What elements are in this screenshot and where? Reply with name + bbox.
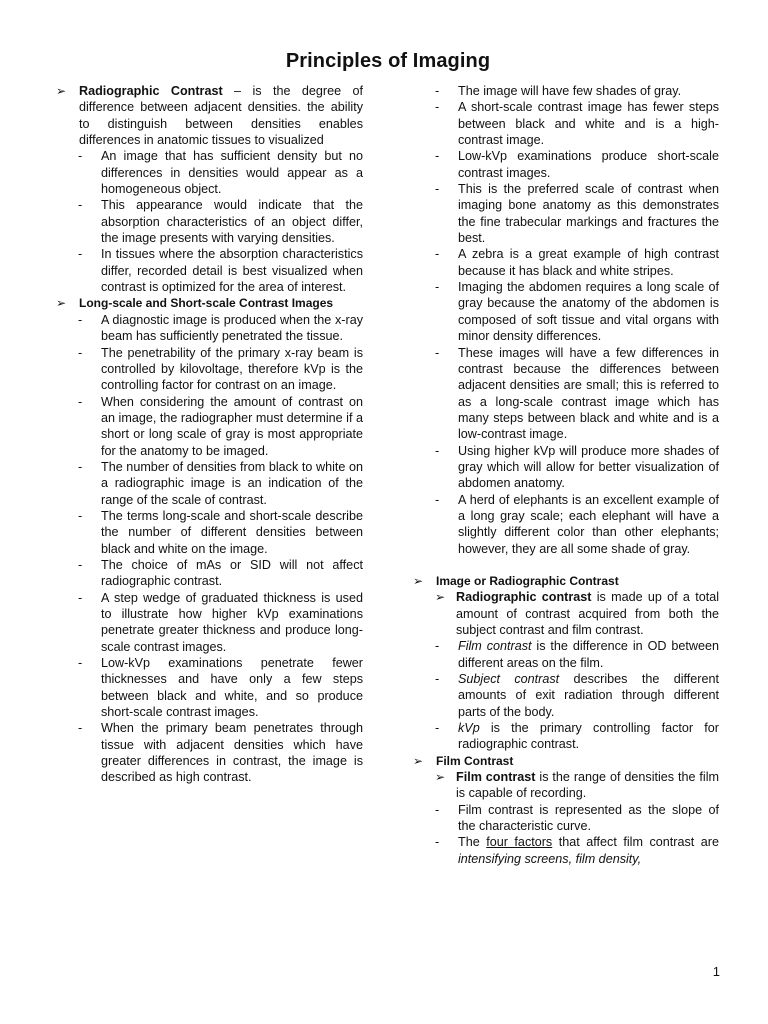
list-item-text: Low-kVp examinations penetrate fewer thicknesses and have only a few steps between black and white, and so produce short-scale contrast images.: [101, 656, 363, 720]
dash-bullet: -: [78, 656, 83, 671]
list-item: [56, 590, 363, 655]
term-film-contrast: Film contrast: [456, 770, 536, 785]
dash-bullet: -: [435, 149, 440, 164]
radiographic-contrast-definition: [79, 83, 363, 148]
dash-bullet: -: [78, 149, 83, 164]
list-item-text: Film contrast is represented as the slope of the characteristic curve.: [458, 802, 719, 834]
list-item: [413, 99, 719, 148]
list-item: [413, 802, 719, 835]
spacer: [413, 557, 719, 573]
list-item-text: Low-kVp examinations produce short-scale contrast images.: [458, 149, 719, 180]
dash-bullet: -: [78, 721, 83, 736]
dash-bullet: -: [435, 443, 440, 458]
right-column: [413, 83, 719, 867]
section-heading: Film Contrast: [436, 753, 514, 768]
list-item: [413, 769, 719, 802]
arrow-bullet-icon: ➢: [413, 573, 424, 588]
list-item: [56, 148, 363, 197]
dash-bullet: -: [435, 721, 440, 736]
underlined-term: four factors: [486, 835, 553, 850]
italic-factors: intensifying screens, film density,: [458, 851, 642, 866]
list-item: [56, 459, 363, 508]
dash-bullet: -: [78, 247, 83, 262]
section-image-contrast: [413, 573, 719, 589]
list-item: [413, 638, 719, 671]
list-item-text: Imaging the abdomen requires a long scale of gray because the anatomy of the abdomen is composed of soft tissue and vital organs with minor density differences.: [458, 280, 719, 344]
section-heading: Image or Radiographic Contrast: [436, 573, 619, 588]
list-item-text: The image will have few shades of gray.: [458, 84, 682, 98]
list-item-text: In tissues where the absorption characteristics differ, recorded detail is best visualized when contrast is optimized for the area of interest.: [101, 247, 363, 295]
left-column: [56, 83, 363, 786]
list-item: [413, 443, 719, 492]
dash-bullet: -: [435, 835, 440, 850]
list-item-text: The number of densities from black to white on a radiographic image is an indication of the range of the scale of contrast.: [101, 459, 363, 507]
list-item: [56, 720, 363, 785]
list-item-text: A zebra is a great example of high contrast because it has black and white stripes.: [458, 247, 719, 278]
dash-bullet: -: [78, 508, 83, 523]
definition-text: is made up of a total amount of contrast acquired from both the subject contrast and film contrast.: [456, 590, 719, 637]
list-item: [56, 197, 363, 246]
arrow-bullet-icon: ➢: [435, 590, 446, 605]
list-item-text: [458, 671, 719, 720]
list-item: [56, 246, 363, 295]
list-item-text: The penetrability of the primary x-ray beam is controlled by kilovoltage, therefore kVp is the controlling factor for contrast on an image.: [101, 345, 363, 393]
list-item-text: This appearance would indicate that the absorption characteristics of an object differ, the image presents with varying densities.: [101, 198, 363, 246]
list-item: [56, 312, 363, 345]
list-item: [56, 557, 363, 590]
section-long-short-scale: [56, 295, 363, 311]
dash-bullet: -: [78, 459, 83, 474]
list-item-text: This is the preferred scale of contrast when imaging bone anatomy as this demonstrates the fine trabecular markings and fractures the best.: [458, 182, 719, 246]
section-heading: Long-scale and Short-scale Contrast Images: [79, 296, 334, 311]
list-item: [413, 279, 719, 344]
list-item: [56, 508, 363, 557]
page-title: Principles of Imaging: [285, 50, 491, 72]
list-item: [413, 148, 719, 181]
list-item: [413, 720, 719, 753]
dash-bullet: -: [435, 100, 440, 115]
dash-bullet: -: [78, 394, 83, 409]
term-kvp: kVp: [458, 721, 480, 736]
list-item-text: [458, 834, 719, 867]
definition-text: is the primary controlling factor for radiographic contrast.: [458, 721, 719, 752]
list-item-text: The choice of mAs or SID will not affect radiographic contrast.: [101, 557, 363, 589]
dash-bullet: -: [435, 492, 440, 507]
list-item-text: A short-scale contrast image has fewer steps between black and white and is a high-contrast image.: [458, 100, 719, 148]
list-item-text: [456, 769, 719, 802]
section-radiographic-contrast: [56, 83, 363, 148]
list-item: [413, 671, 719, 720]
list-item: [56, 345, 363, 394]
list-item-text: An image that has sufficient density but no differences in densities would appear as a homogeneous object.: [101, 149, 363, 197]
dash-bullet: -: [435, 345, 440, 360]
list-item: [56, 394, 363, 459]
arrow-bullet-icon: ➢: [56, 296, 67, 311]
definition-text: describes the different amounts of exit radiation through different parts of the body.: [458, 672, 719, 719]
dash-bullet: -: [435, 802, 440, 817]
term-subject-contrast: Subject contrast: [458, 672, 560, 687]
list-item: [56, 655, 363, 720]
list-item: [413, 834, 719, 867]
section-film-contrast: [413, 753, 719, 769]
list-item: [413, 181, 719, 246]
list-item-text: The terms long-scale and short-scale describe the number of different densities between black and white on the image.: [101, 508, 363, 556]
list-item-text: A herd of elephants is an excellent example of a long gray scale; each elephant will have a slightly different color than other elephants; however, they are all some shade of gray.: [458, 492, 719, 556]
page-number: 1: [712, 964, 720, 979]
list-item: [413, 492, 719, 557]
arrow-bullet-icon: ➢: [413, 753, 424, 768]
definition-text: – is the degree of difference between adjacent densities. the ability to distinguish between densities enables differences in anatomic tissues to visualized: [79, 84, 363, 148]
list-item: [413, 589, 719, 638]
definition-text: is the range of densities the film is capable of recording.: [456, 770, 720, 801]
list-item-text: [456, 589, 719, 638]
list-item-text: When considering the amount of contrast on an image, the radiographer must determine if a short or long scale of gray is most appropriate for the anatomy to be imaged.: [101, 394, 363, 458]
dash-bullet: -: [435, 247, 440, 262]
list-item-text: Using higher kVp will produce more shades of gray which will allow for better visualization of abdomen anatomy.: [458, 443, 719, 491]
definition-text: is the difference in OD between different areas on the film.: [458, 639, 719, 670]
term-radiographic-contrast: Radiographic Contrast: [79, 84, 223, 98]
list-item: [413, 83, 719, 99]
text-part: that affect film contrast are: [552, 835, 719, 850]
dash-bullet: -: [78, 198, 83, 213]
list-item: [413, 246, 719, 279]
dash-bullet: -: [435, 182, 440, 197]
term-radiographic-contrast: Radiographic contrast: [456, 590, 592, 605]
dash-bullet: -: [78, 345, 83, 360]
list-item-text: A step wedge of graduated thickness is used to illustrate how higher kVp examinations penetrate greater thickness and produce long-scale contrast images.: [101, 590, 363, 654]
list-item-text: When the primary beam penetrates through tissue with adjacent densities which have greater differences in contrast, the image is described as high contrast.: [101, 721, 363, 785]
list-item-text: [458, 720, 719, 753]
dash-bullet: -: [78, 590, 83, 605]
arrow-bullet-icon: ➢: [435, 770, 446, 785]
term-film-contrast: Film contrast: [458, 639, 532, 654]
dash-bullet: -: [435, 639, 440, 654]
dash-bullet: -: [78, 312, 83, 327]
dash-bullet: -: [435, 280, 440, 295]
list-item: [413, 345, 719, 443]
dash-bullet: -: [78, 557, 83, 572]
list-item-text: These images will have a few differences in contrast because the differences between adjacent densities are small; this is referred to as a long-scale contrast image which has many steps between black and white and is a low-contrast image.: [458, 345, 719, 442]
arrow-bullet-icon: ➢: [56, 84, 67, 98]
list-item-text: [458, 638, 719, 671]
dash-bullet: -: [435, 672, 440, 687]
text-part: The: [458, 835, 487, 850]
list-item-text: A diagnostic image is produced when the x-ray beam has sufficiently penetrated the tissue.: [101, 312, 363, 344]
dash-bullet: -: [435, 84, 440, 98]
